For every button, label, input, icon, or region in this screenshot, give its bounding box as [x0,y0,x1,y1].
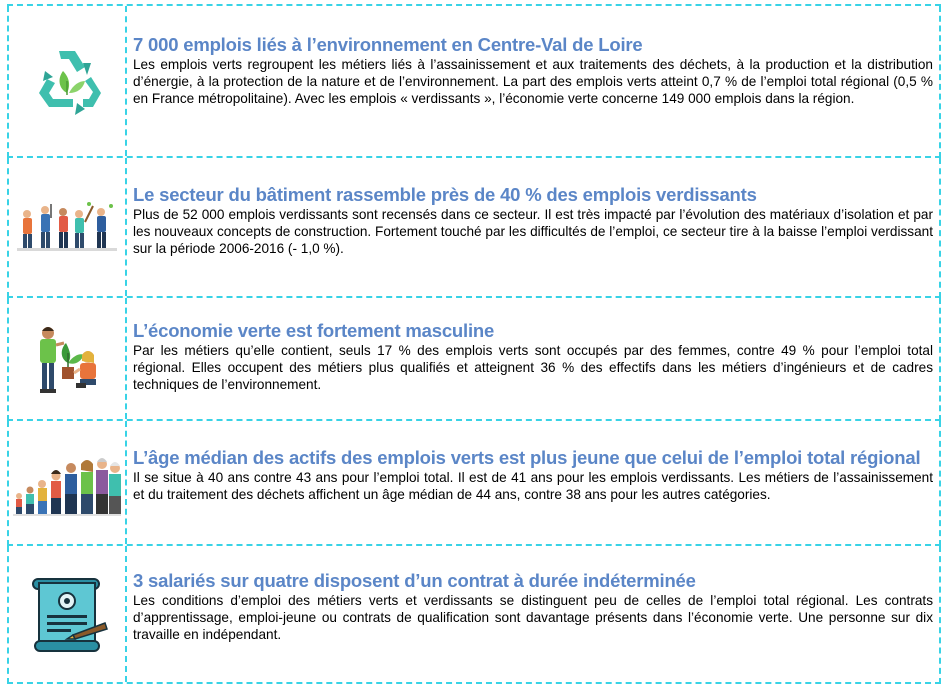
text-cell [127,421,939,544]
section-text: Les conditions d’emploi des métiers verts et verdissants se distinguent peu de celles de l’emploi total régional. Les contrats d’apprentissage, emploi-jeune ou contrats de qualification sont davantage présents dans l’économie verte. Une personne sur dix travaille en indépendant. [133,593,933,642]
section-row [7,421,941,546]
section-title: 3 salariés sur quatre disposent d’un contrat à durée indéterminée [133,570,696,591]
section-text: Plus de 52 000 emplois verdissants sont recensés dans ce secteur. Il est très impacté par l’évolution des matériaux d’isolation et par les nouveaux concepts de construction. Fortement touché par les difficultés de l’emploi, ce secteur tire à la baisse l’emploi verdissant sur la période 2006-2016 (- 1,0 %). [133,207,933,256]
section-row [7,298,941,421]
contract-scroll-icon [25,573,109,655]
section-title: Le secteur du bâtiment rassemble près de 40 % des emplois verdissants [133,184,757,205]
icon-cell [9,158,127,296]
text-cell [127,6,939,156]
section-row [7,6,941,158]
icon-cell [9,6,127,156]
icon-cell [9,298,127,419]
icon-cell [9,546,127,682]
section-title: L’âge médian des actifs des emplois verts est plus jeune que celui de l’emploi total régional [133,447,921,468]
text-cell [127,158,939,296]
section-text: Il se situe à 40 ans contre 43 ans pour l’emploi total. Il est de 41 ans pour les emplois verdissants. Les métiers de l’assainissement et du traitement des déchets affichent un âge médian de 44 ans, contre 38 ans pour les autres catégories. [133,470,933,502]
section-text: Les emplois verts regroupent les métiers liés à l’assainissement et aux traitements des déchets, à la production et la distribution d’énergie, à la protection de la nature et de l’environnement. La part des emplois verts atteint 0,7 % de l’emploi total régional (0,5 % en France métropolitaine). Avec les emplois « verdissants », l’économie verte concerne 149 000 emplois dans la région. [133,57,933,106]
section-title: 7 000 emplois liés à l’environnement en Centre-Val de Loire [133,34,643,55]
section-text: Par les métiers qu’elle contient, seuls 17 % des emplois verts sont occupés par des femmes, contre 49 % pour l’emploi total régional. Elles occupent des métiers plus qualifiés et atteignent 36 % des effectifs dans les métiers d’ingénieurs et de cadres techniques de l’environnement. [133,343,933,392]
icon-cell [9,421,127,544]
workers-group-icon [17,200,117,254]
section-row [7,158,941,298]
gardening-couple-icon [34,323,100,395]
text-cell [127,298,939,419]
info-grid [7,4,941,684]
section-row [7,546,941,684]
section-title: L’économie verte est fortement masculine [133,320,495,341]
recycle-icon [29,45,105,117]
age-progression-icon [13,448,121,518]
text-cell [127,546,939,682]
